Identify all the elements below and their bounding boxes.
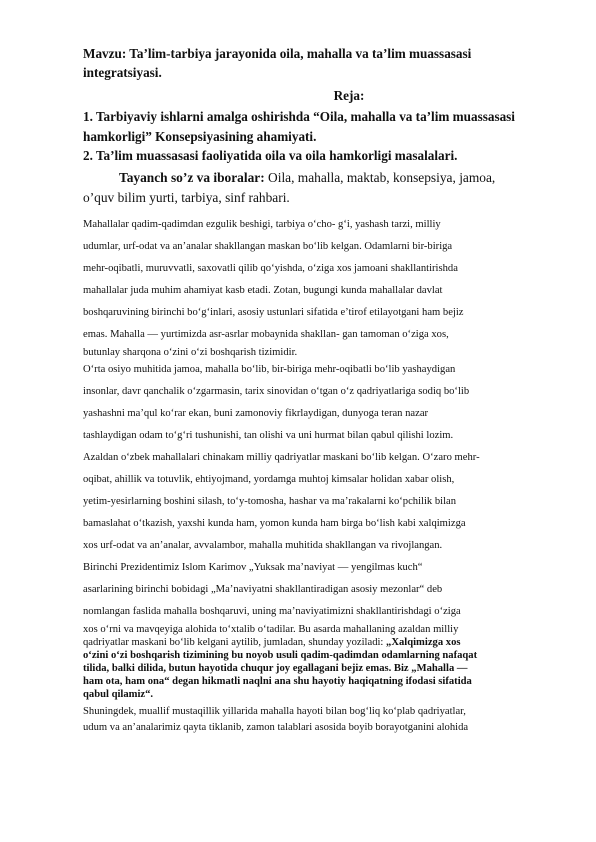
quote-line: o‘zini o‘zi boshqarish tizimining bu noyob usuli qadim-qadimdan odamlarning nafaqat <box>83 649 478 661</box>
quote-line: tilida, balki dilida, butun hayotida chuqur joy egallagani bejiz emas. Biz „Mahalla — <box>83 662 468 674</box>
topic-title-line2: integratsiyasi. <box>83 65 162 80</box>
body-line-text: qadriyatlar maskani bo‘lib kelgani aytilib, jumladan, shunday yoziladi: <box>83 636 384 648</box>
body-line: butunlay sharqona o‘zini o‘zi boshqarish tizimidir. <box>83 346 298 358</box>
body-line: O‘rta osiyo muhitida jamoa, mahalla bo‘lib, bir-biriga mehr-oqibatli bo‘lib yashaydigan <box>83 363 456 375</box>
body-line <box>83 636 545 649</box>
body-line: tashlaydigan odam to‘g‘ri tushunishi, tan olishi va uni hurmat bilan qabul qilishi lozim. <box>83 429 454 441</box>
keywords-paragraph <box>83 168 545 208</box>
body-line: oqibat, ahillik va totuvlik, ehtiyojmand, yordamga muhtoj kimsalar holidan xabar olish, <box>83 473 455 485</box>
body-line: insonlar, davr qanchalik o‘zgarmasin, tarix sinovidan o‘tgan o‘z qadriyatlariga sodiq bo‘lib <box>83 385 470 397</box>
plan-item-1 <box>83 107 545 146</box>
topic-title-line1: Mavzu: Ta’lim-tarbiya jarayonida oila, mahalla va ta’lim muassasasi <box>83 46 472 61</box>
keywords-text-line2: o’quv bilim yurti, tarbiya, sinf rahbari. <box>83 189 290 205</box>
body-line: yetim-yesirlarning boshini silash, to‘y-tomosha, hashar va ma’rakalarni ko‘pchilik bilan <box>83 495 457 507</box>
quote-line: qabul qilamiz“. <box>83 688 154 700</box>
document-page <box>83 44 545 734</box>
body-line: Birinchi Prezidentimiz Islom Karimov „Yuksak ma’naviyat — yengilmas kuch“ <box>83 561 423 573</box>
keywords-label: Tayanch so’z va iboralar: <box>119 169 265 185</box>
body-line: asarlarining birinchi bobidagi „Ma’naviyatni shakllantiradigan asosiy mezonlar“ deb <box>83 583 443 595</box>
plan-item-1-line2: hamkorligi” Konsepsiyasining ahamiyati. <box>83 128 317 144</box>
body-line: udum va an’analarimiz qayta tiklanib, zamon talablari asosida boyib borayotganini alohida <box>83 721 469 733</box>
quote-line: ham ota, ham ona“ degan hikmatli naqlni ana shu hayotiy haqiqatning ifodasi sifatida <box>83 675 472 687</box>
quote-start: „Xalqimizga xos <box>383 636 461 648</box>
plan-heading: Reja: <box>333 88 365 103</box>
body-line: Mahallalar qadim-qadimdan ezgulik beshigi, tarbiya o‘cho- g‘i, yashash tarzi, milliy <box>83 218 441 230</box>
plan-item-1-line1: 1. Tarbiyaviy ishlarni amalga oshirishda “Oila, mahalla va ta’lim muassasasi <box>83 109 515 124</box>
body-line: mahallalar juda muhim ahamiyat kasb etadi. Zotan, bugungi kunda mahallalar davlat <box>83 284 443 296</box>
body-line: Shuningdek, muallif mustaqillik yillarida mahalla hayoti bilan bog‘liq ko‘plab qadriyatlar, <box>83 705 466 717</box>
body-text <box>83 214 545 734</box>
body-line: Azaldan o‘zbek mahallalari chinakam milliy qadriyatlar maskani bo‘lib kelgan. O‘zaro mehr- <box>83 451 480 463</box>
body-line: udumlar, urf-odat va an’analar shakllangan maskan bo‘lib kelgan. Odamlarni bir-biriga <box>83 240 453 252</box>
body-line: bamaslahat o‘tkazish, yaxshi kunda ham, yomon kunda ham birga bo‘lish kabi xalqimizga <box>83 517 466 529</box>
keywords-text-line1: Oila, mahalla, maktab, konsepsiya, jamoa, <box>264 169 496 185</box>
body-line: boshqaruvining birinchi bo‘g‘inlari, asosiy ustunlari sifatida e’tirof etilayotgani ham bejiz <box>83 306 464 318</box>
body-line: xos o‘rni va mavqeyiga alohida to‘xtalib o‘tadilar. Bu asarda mahallaning azaldan milliy <box>83 623 459 635</box>
body-line: yashashni ma’qul ko‘rar ekan, buni zamonoviy fikrlaydigan, dunyoga teran nazar <box>83 407 429 419</box>
body-line: nomlangan faslida mahalla boshqaruvi, uning ma’naviyatimizni shakllantirishdagi o‘ziga <box>83 605 461 617</box>
body-line: emas. Mahalla — yurtimizda asr-asrlar mobaynida shakllan- gan tamoman o‘ziga xos, <box>83 328 449 340</box>
body-line: mehr-oqibatli, muruvvatli, saxovatli qilib qo‘yishda, o‘ziga xos jamoani shakllantirishda <box>83 262 458 274</box>
topic-title <box>83 44 545 82</box>
plan-item-2: 2. Ta’lim muassasasi faoliyatida oila va oila hamkorligi masalalari. <box>83 148 458 163</box>
body-line: xos urf-odat va an’analar, avvalambor, mahalla muhitida shakllangan va rivojlangan. <box>83 539 443 551</box>
